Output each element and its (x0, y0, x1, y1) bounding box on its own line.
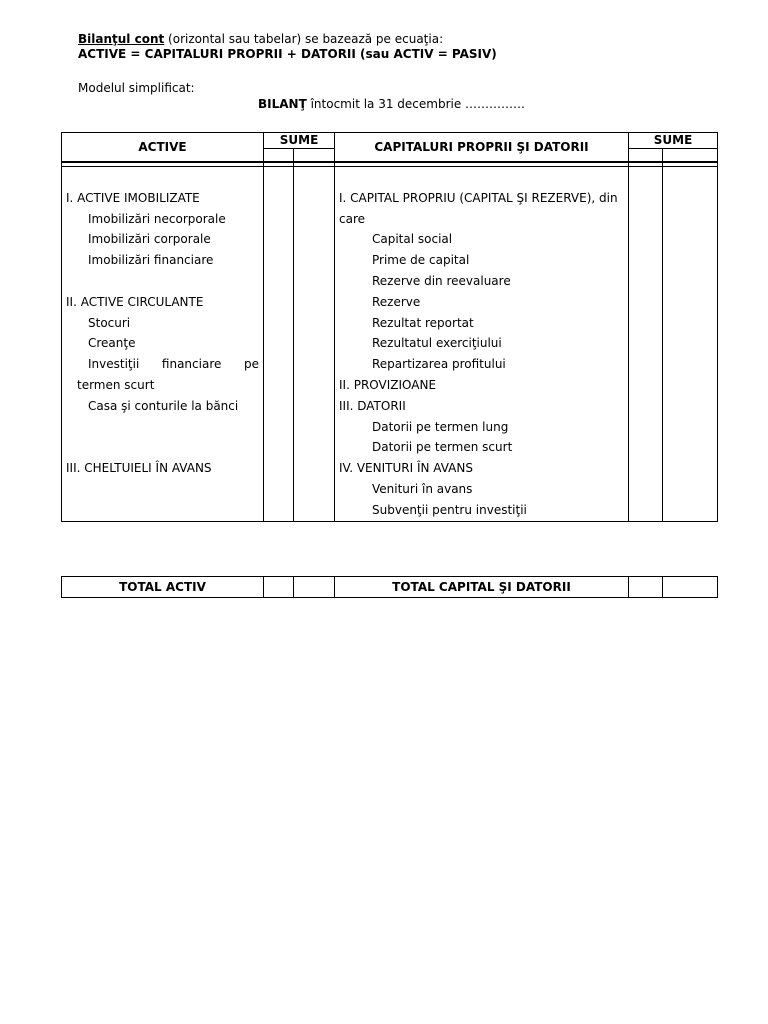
total-capital-amount-col1 (629, 577, 663, 598)
liability-item-row (339, 271, 624, 292)
intro-title-rest: (orizontal sau tabelar) se bazează pe ecuaţia: (164, 32, 444, 46)
asset-item-row (66, 479, 259, 500)
liability-item-row (339, 229, 624, 250)
liability-item-label: Datorii pe termen scurt (372, 440, 513, 455)
intro-title-bold: Bilanţul cont (78, 32, 165, 46)
asset-item-label: I. ACTIVE IMOBILIZATE (66, 190, 200, 205)
total-capital-label: TOTAL CAPITAL ŞI DATORII (335, 577, 629, 598)
asset-item-row (66, 250, 259, 271)
asset-item-label: Imobilizări financiare (88, 253, 214, 268)
liability-item-row (339, 375, 624, 396)
liability-item-label: Venituri în avans (372, 481, 473, 496)
liability-item-label: Prime de capital (372, 253, 470, 268)
asset-item-row (66, 500, 259, 521)
balance-sheet-table (61, 132, 718, 522)
liability-item-row (339, 250, 624, 271)
asset-item-row (66, 375, 259, 396)
sume-right-col2 (663, 149, 718, 163)
asset-item-row (66, 333, 259, 354)
asset-item-row (66, 209, 259, 230)
asset-item-row (66, 188, 259, 209)
liability-item-label: IV. VENITURI ÎN AVANS (339, 461, 473, 476)
asset-item-row (66, 437, 259, 458)
model-label: Modelul simplificat: (78, 81, 195, 95)
asset-item-label: Imobilizări necorporale (88, 211, 226, 226)
total-activ-label: TOTAL ACTIV (62, 577, 264, 598)
liabilities-list (339, 167, 624, 521)
totals-table (61, 576, 718, 598)
liability-item-row (339, 458, 624, 479)
asset-item-label: Stocuri (88, 315, 131, 330)
header-active: ACTIVE (62, 133, 264, 163)
assets-column (62, 167, 264, 522)
asset-item-row (66, 271, 259, 292)
asset-item-label: II. ACTIVE CIRCULANTE (66, 294, 204, 309)
liability-item-row (339, 417, 624, 438)
liability-item-label: Datorii pe termen lung (372, 419, 509, 434)
asset-item-label: III. CHELTUIELI ÎN AVANS (66, 461, 212, 476)
bilant-heading (258, 97, 525, 112)
asset-item-label: Casa şi conturile la bănci (88, 398, 239, 413)
asset-item-row (66, 167, 259, 188)
asset-item-row (66, 458, 259, 479)
asset-item-row (66, 229, 259, 250)
liabilities-amount-col1 (629, 167, 663, 522)
liability-item-label: Subvenţii pentru investiţii (372, 502, 527, 517)
asset-item-label: Imobilizări corporale (88, 232, 211, 247)
liability-item-label: II. PROVIZIOANE (339, 377, 437, 392)
sume-left-col1 (264, 149, 294, 163)
liability-item-label: Capital social (372, 232, 453, 247)
bilant-bold: BILANŢ (258, 97, 307, 111)
liability-item-label: Repartizarea profitului (372, 357, 506, 372)
total-activ-amount-col1 (264, 577, 294, 598)
liability-item-row (339, 313, 624, 334)
asset-item-row (66, 396, 259, 417)
liability-item-label: I. CAPITAL PROPRIU (CAPITAL ŞI REZERVE), din (339, 190, 618, 205)
total-capital-amount-col2 (663, 577, 718, 598)
liability-item-row (339, 333, 624, 354)
liability-item-row (339, 167, 624, 188)
liability-item-label: care (339, 211, 366, 226)
header-sume-left: SUME (264, 133, 335, 149)
sume-left-col2 (294, 149, 335, 163)
assets-list (66, 167, 259, 521)
liability-item-row (339, 292, 624, 313)
liabilities-amount-col2 (663, 167, 718, 522)
liability-item-row (339, 396, 624, 417)
liability-item-row (339, 479, 624, 500)
intro-title (78, 32, 443, 47)
liability-item-row (339, 188, 624, 209)
liability-item-row (339, 209, 624, 230)
liability-item-row (339, 354, 624, 375)
asset-item-row (66, 292, 259, 313)
asset-item-label: Investiţii financiare pe (88, 357, 259, 372)
header-sume-right: SUME (629, 133, 718, 149)
asset-item-label: Creanţe (88, 336, 136, 351)
assets-amount-col1 (264, 167, 294, 522)
liability-item-label: III. DATORII (339, 398, 406, 413)
asset-item-label: termen scurt (77, 377, 155, 392)
liability-item-label: Rezerve (372, 294, 421, 309)
balance-equation: ACTIVE = CAPITALURI PROPRII + DATORII (sau ACTIV = PASIV) (78, 47, 497, 61)
header-capital-datorii: CAPITALURI PROPRII ŞI DATORII (335, 133, 629, 163)
total-activ-amount-col2 (294, 577, 335, 598)
liability-item-label: Rezultat reportat (372, 315, 474, 330)
asset-item-row (66, 354, 259, 375)
liability-item-label: Rezerve din reevaluare (372, 273, 511, 288)
liability-item-row (339, 437, 624, 458)
liability-item-row (339, 500, 624, 521)
sume-right-col1 (629, 149, 663, 163)
asset-item-row (66, 417, 259, 438)
liabilities-column (335, 167, 629, 522)
bilant-date: întocmit la 31 decembrie …………… (306, 97, 526, 111)
assets-amount-col2 (294, 167, 335, 522)
asset-item-row (66, 313, 259, 334)
liability-item-label: Rezultatul exerciţiului (372, 336, 502, 351)
